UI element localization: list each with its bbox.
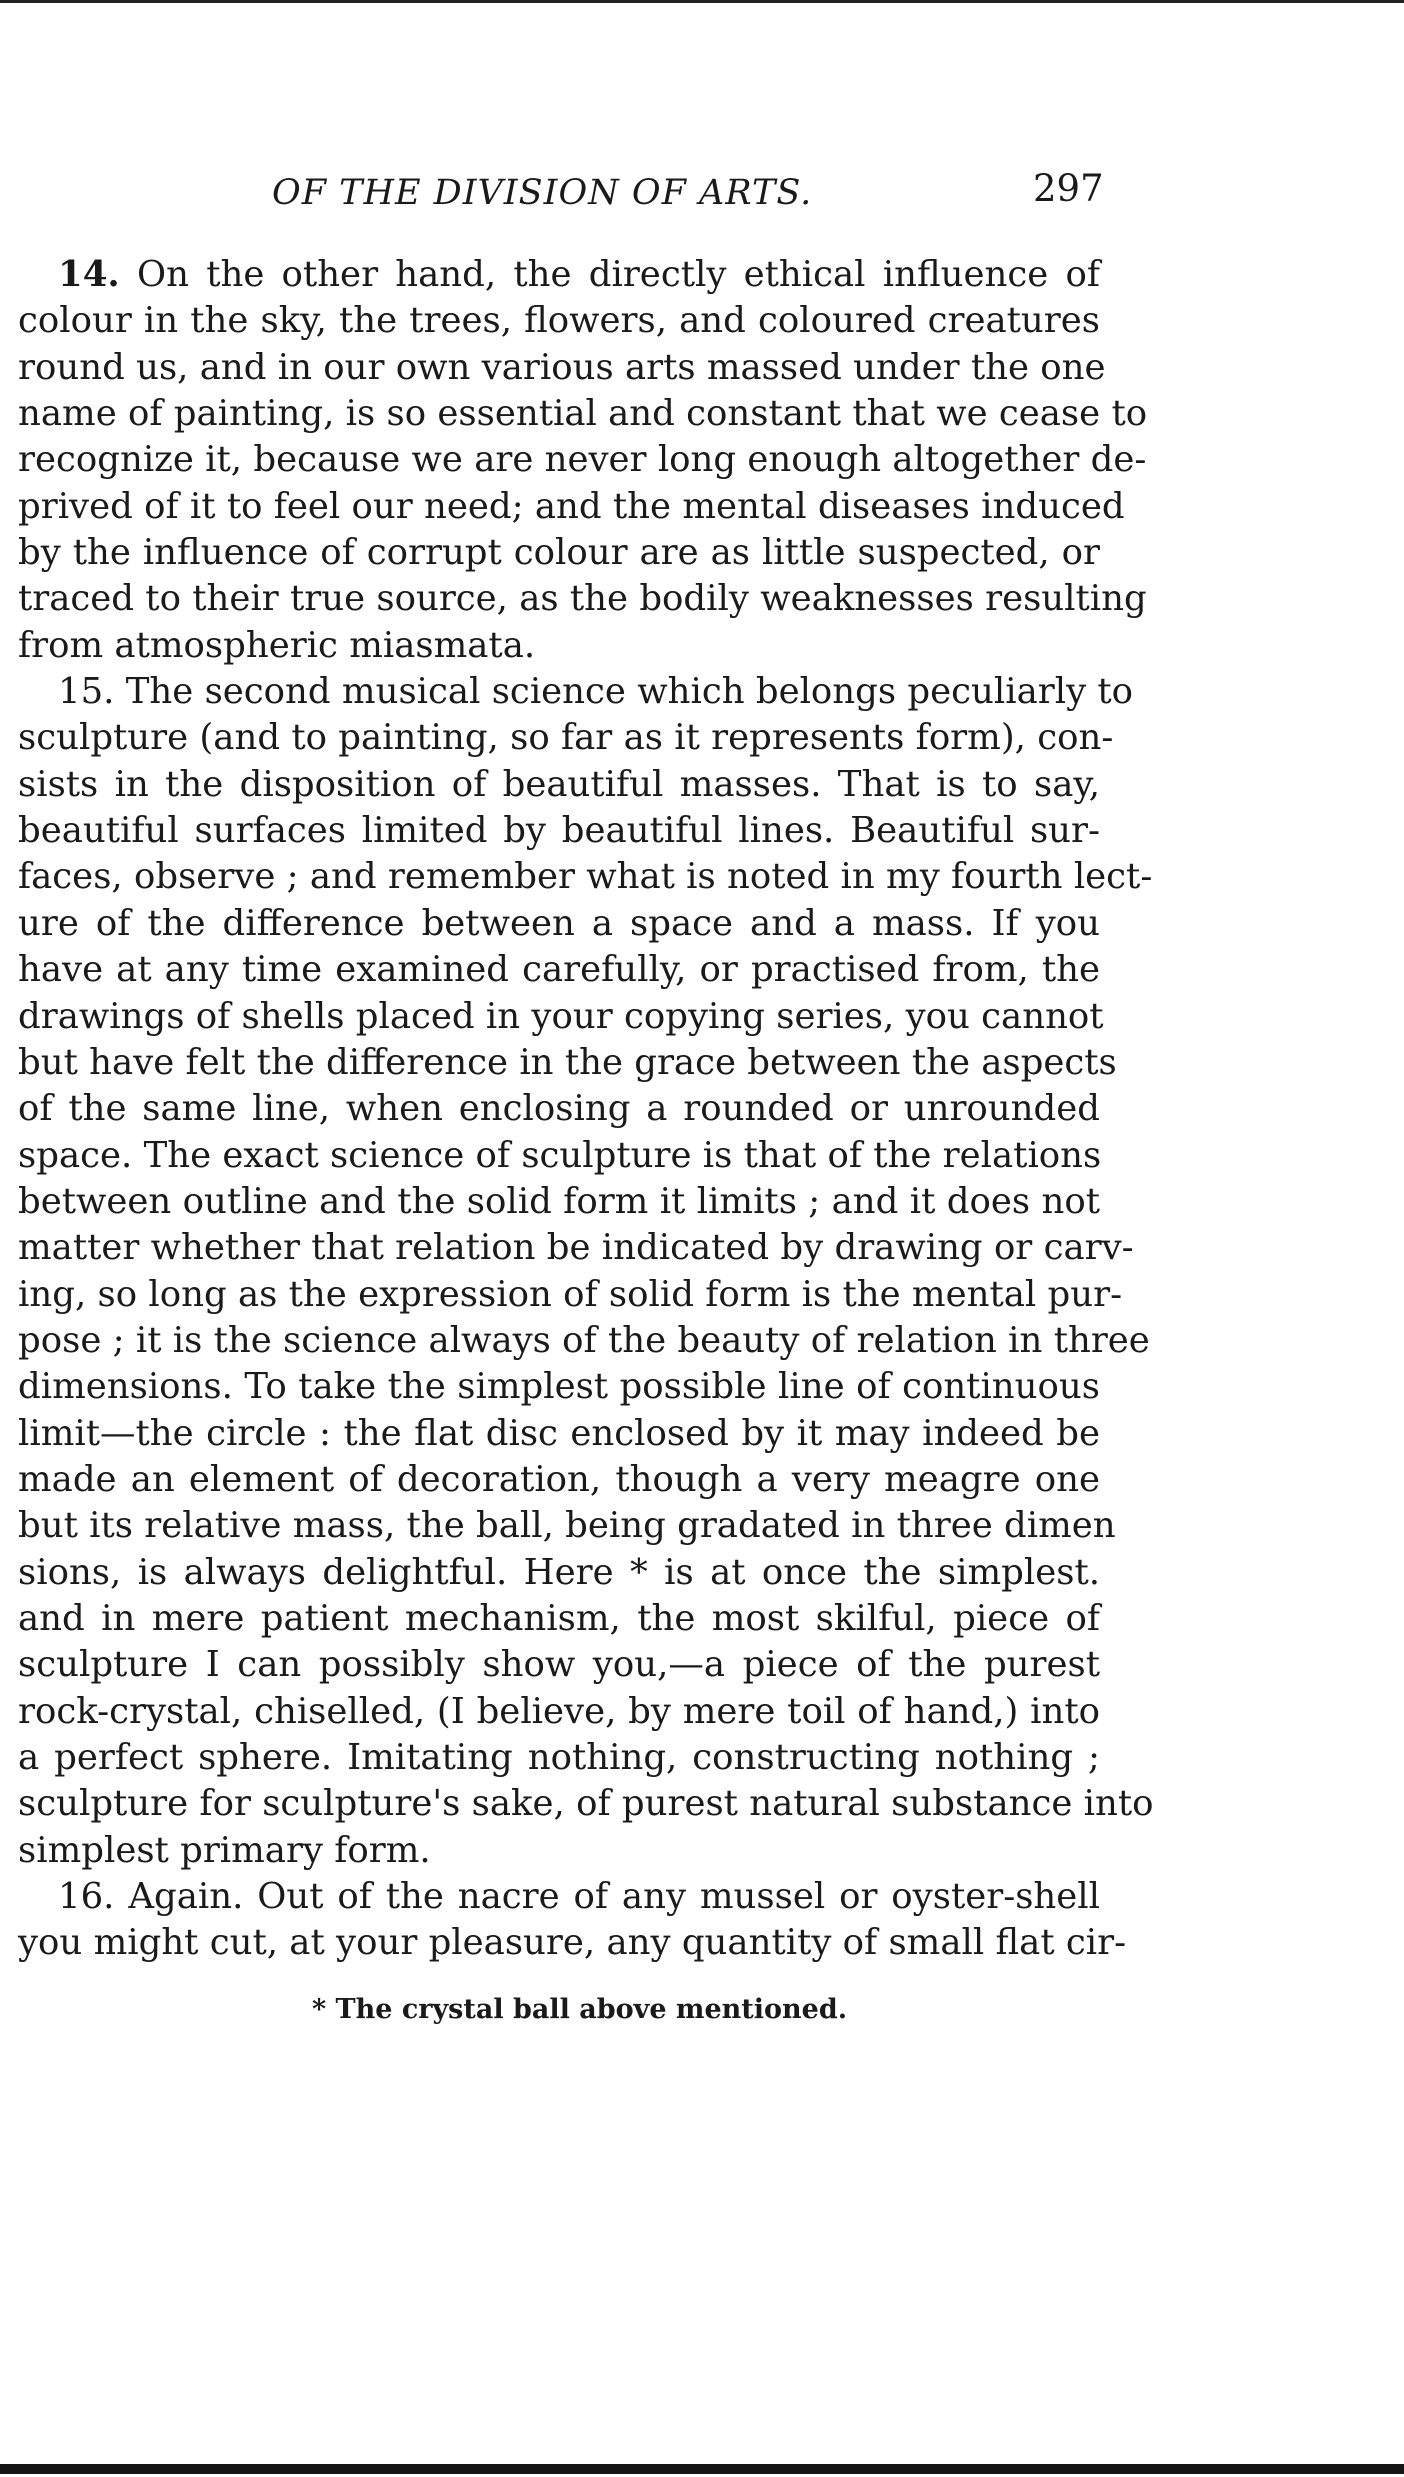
paragraph-number: 14. bbox=[58, 254, 120, 295]
body-line: you might cut, at your pleasure, any quantity of small flat cir- bbox=[18, 1922, 1127, 1964]
body-line: 15. The second musical science which belongs peculiarly to bbox=[58, 671, 1134, 713]
body-line: recognize it, because we are never long enough altogether de- bbox=[18, 439, 1147, 481]
footnote: * The crystal ball above mentioned. bbox=[312, 1994, 848, 2025]
body-line: drawings of shells placed in your copying series, you cannot bbox=[18, 995, 1104, 1037]
body-line: sculpture I can possibly show you,—a piece of the purest bbox=[18, 1644, 1100, 1686]
body-line: round us, and in our own various arts massed under the one bbox=[18, 346, 1106, 388]
body-line: 14. On the other hand, the directly ethical influence of bbox=[58, 254, 1100, 295]
body-line: have at any time examined carefully, or practised from, the bbox=[18, 949, 1100, 991]
body-line: but have felt the difference in the grace between the aspects bbox=[18, 1041, 1117, 1083]
body-line: of the same line, when enclosing a rounded or unrounded bbox=[18, 1088, 1100, 1130]
body-line: rock-crystal, chiselled, (I believe, by mere toil of hand,) into bbox=[18, 1690, 1100, 1732]
body-line: but its relative mass, the ball, being gradated in three dimen bbox=[18, 1505, 1116, 1547]
top-border-rule bbox=[0, 0, 1404, 3]
body-line: pose ; it is the science always of the beauty of relation in three bbox=[18, 1319, 1150, 1361]
body-line: sions, is always delightful. Here * is at once the simplest. bbox=[18, 1551, 1100, 1593]
body-line: by the influence of corrupt colour are as little suspected, or bbox=[18, 532, 1100, 574]
body-line: sists in the disposition of beautiful masses. That is to say, bbox=[18, 763, 1100, 805]
body-line: ing, so long as the expression of solid form is the mental pur- bbox=[18, 1273, 1123, 1315]
body-line: a perfect sphere. Imitating nothing, constructing nothing ; bbox=[18, 1737, 1100, 1778]
body-line: space. The exact science of sculpture is that of the relations bbox=[18, 1134, 1102, 1176]
body-line: sculpture (and to painting, so far as it represents form), con- bbox=[18, 717, 1114, 759]
body-line: dimensions. To take the simplest possible line of continuous bbox=[18, 1366, 1100, 1408]
body-line: ure of the difference between a space and a mass. If you bbox=[18, 902, 1100, 944]
body-line: 16. Again. Out of the nacre of any mussel or oyster-shell bbox=[58, 1876, 1100, 1918]
body-line: made an element of decoration, though a very meagre one bbox=[18, 1458, 1100, 1500]
body-line: matter whether that relation be indicated by drawing or carv- bbox=[18, 1227, 1134, 1269]
body-line: colour in the sky, the trees, flowers, and coloured creatures bbox=[18, 300, 1100, 342]
body-line: simplest primary form. bbox=[18, 1829, 431, 1871]
body-line: from atmospheric miasmata. bbox=[18, 624, 536, 666]
body-line: limit—the circle : the flat disc enclosed by it may indeed be bbox=[18, 1412, 1100, 1454]
body-line: between outline and the solid form it limits ; and it does not bbox=[18, 1180, 1100, 1222]
body-line: faces, observe ; and remember what is noted in my fourth lect- bbox=[18, 856, 1153, 898]
running-header-title: OF THE DIVISION OF ARTS. bbox=[272, 173, 813, 213]
body-text bbox=[18, 252, 1154, 1967]
body-line: prived of it to feel our need; and the mental diseases induced bbox=[18, 485, 1125, 527]
body-line: sculpture for sculpture's sake, of purest natural substance into bbox=[18, 1783, 1154, 1825]
body-line: and in mere patient mechanism, the most skilful, piece of bbox=[18, 1597, 1100, 1639]
bottom-border-rule bbox=[0, 2464, 1404, 2474]
body-line: traced to their true source, as the bodily weaknesses resulting bbox=[18, 578, 1147, 620]
page-number: 297 bbox=[1033, 167, 1104, 210]
body-line: beautiful surfaces limited by beautiful lines. Beautiful sur- bbox=[18, 810, 1100, 852]
body-line: name of painting, is so essential and constant that we cease to bbox=[18, 393, 1148, 435]
